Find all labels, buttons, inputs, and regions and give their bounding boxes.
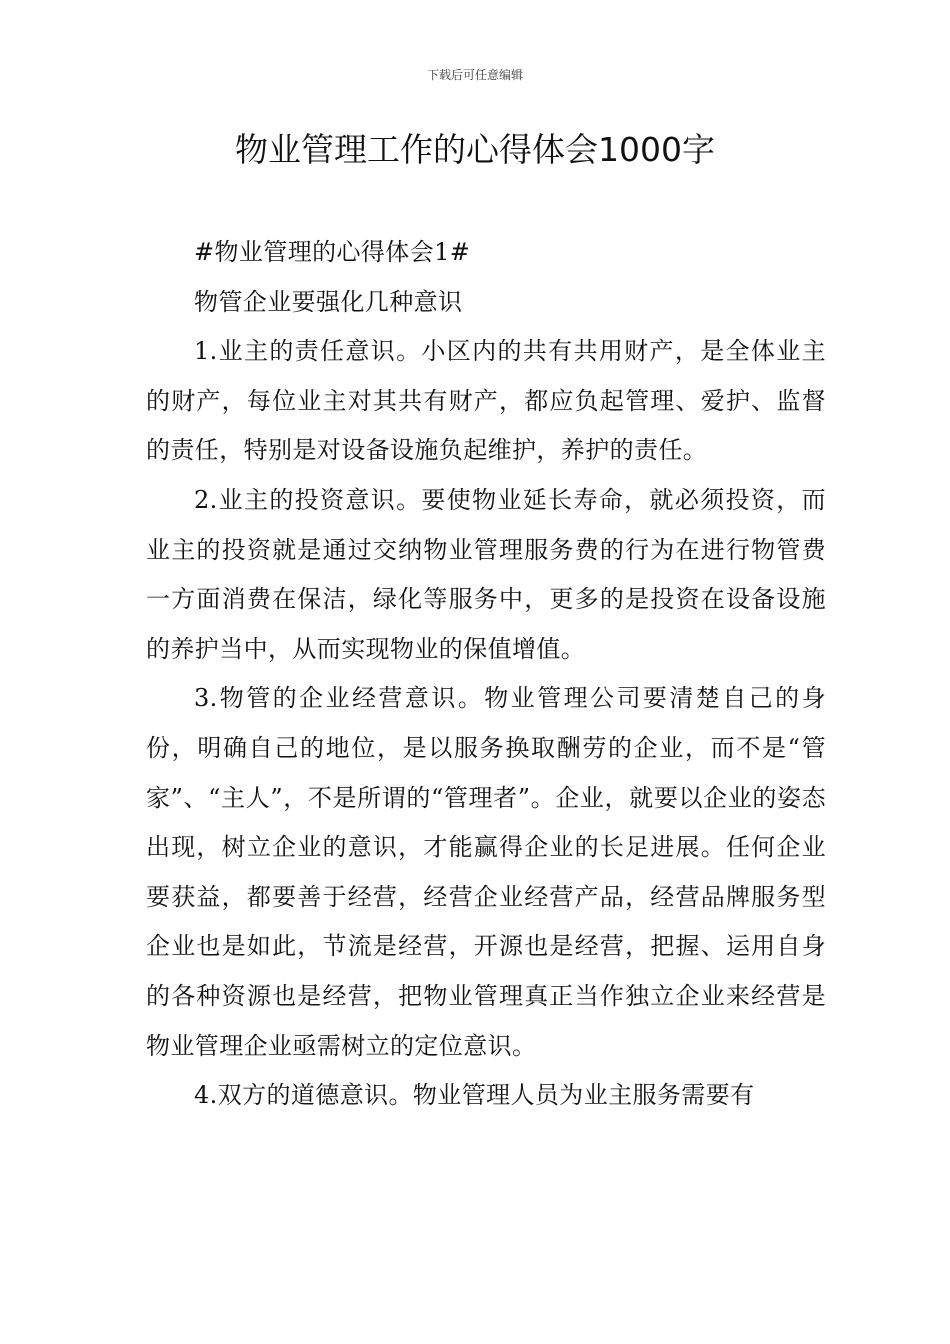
subheading: 物管企业要强化几种意识 [194, 287, 463, 316]
paragraph-2: 2.业主的投资意识。要使物业延长寿命，就必须投资，而业主的投资就是通过交纳物业管理服务费的行为在进行物管费一方面消费在保洁，绿化等服务中，更多的是投资在设备设施的养护当中，从而实现物业的保值增值。 [146, 485, 826, 663]
document-title: 物业管理工作的心得体会1000字 [235, 130, 715, 169]
paragraph-4: 4.双方的道德意识。物业管理人员为业主服务需要有 [194, 1081, 755, 1110]
header-note: 下载后可任意编辑 [426, 68, 523, 82]
paragraph-3: 3.物管的企业经营意识。物业管理公司要清楚自己的身份，明确自己的地位，是以服务换取酬劳的企业，而不是“管家”、“主人”，不是所谓的“管理者”。企业，就要以企业的姿态出现，树立企业的意识，才能赢得企业的长足进展。任何企业要获益，都要善于经营，经营企业经营产品，经营品牌服务型企业也是如此，节流是经营，开源也是经营，把握、运用自身的各种资源也是经营，把物业管理真正当作独立企业来经营是物业管理企业亟需树立的定位意识。 [146, 684, 826, 1060]
paragraph-1: 1.业主的责任意识。小区内的共有共用财产，是全体业主的财产，每位业主对其共有财产，都应负起管理、爱护、监督的责任，特别是对设备设施负起维护，养护的责任。 [146, 337, 826, 465]
section-heading: #物业管理的心得体会1# [194, 238, 471, 266]
document-body [146, 228, 826, 1121]
